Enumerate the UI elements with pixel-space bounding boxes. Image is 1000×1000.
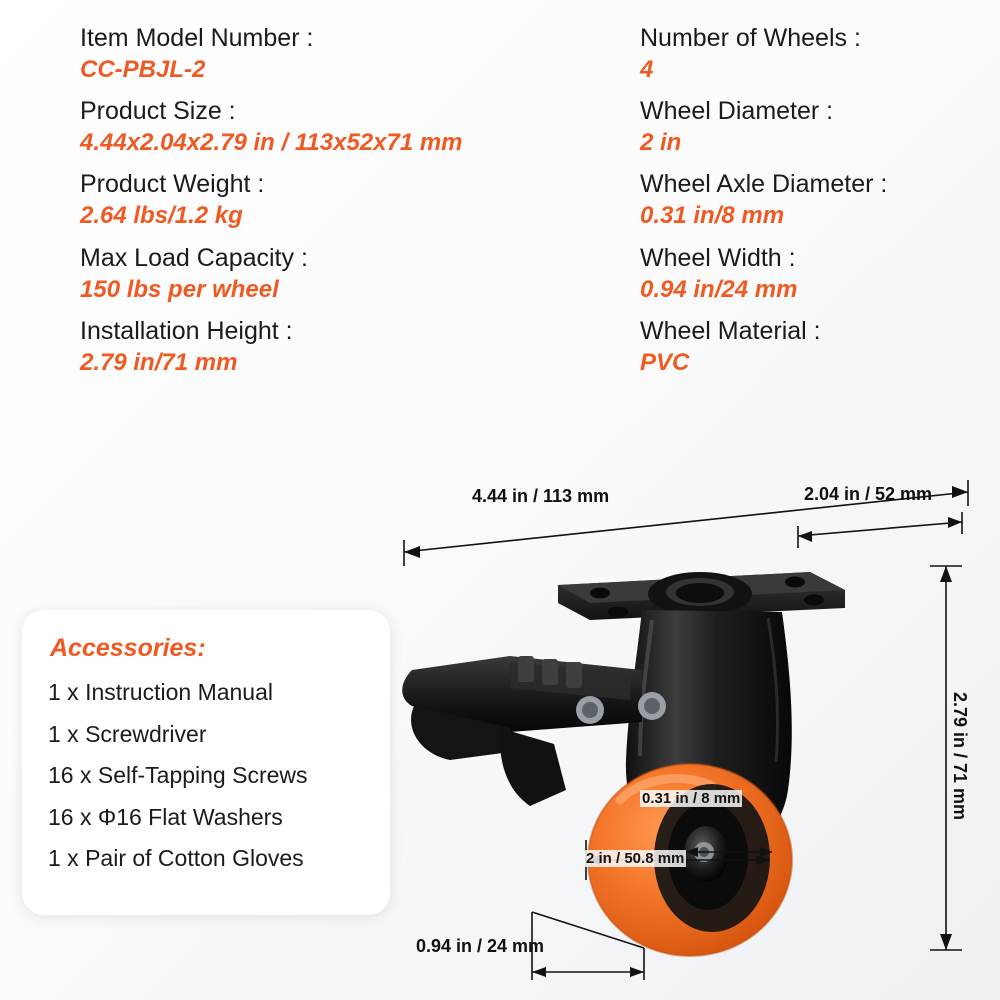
spec-value: 2.64 lbs/1.2 kg	[80, 202, 243, 230]
spec-item-wheel-width	[640, 242, 970, 305]
spec-label: Product Weight :	[80, 170, 265, 199]
dimension-label-plate-width: 2.04 in / 52 mm	[804, 484, 933, 504]
spec-label: Number of Wheels :	[640, 24, 861, 52]
spec-item-wheel-axle-diameter	[640, 168, 970, 231]
spec-item-installation-height	[80, 315, 640, 378]
accessory-item: 1 x Instruction Manual	[48, 679, 274, 705]
spec-value: PVC	[640, 348, 690, 376]
spec-value: 2.79 in/71 mm	[80, 348, 238, 376]
spec-label: Product Size :	[80, 97, 236, 126]
spec-value: 0.94 in/24 mm	[640, 275, 798, 303]
spec-item-product-weight	[80, 168, 640, 231]
spec-label: Installation Height :	[80, 316, 293, 345]
specifications-table	[80, 22, 970, 388]
spec-value: 4	[640, 56, 654, 83]
spec-item-product-size	[80, 95, 640, 158]
spec-label: Wheel Diameter :	[640, 97, 834, 126]
accessories-card	[22, 610, 390, 915]
spec-item-wheel-diameter	[640, 95, 970, 158]
spec-column-right	[640, 22, 970, 388]
accessories-title: Accessories:	[50, 634, 206, 662]
spec-label: Wheel Material :	[640, 316, 821, 345]
spec-item-model-number	[80, 22, 640, 85]
brake-pedal-shape	[402, 656, 666, 806]
caster-wheel-drawing	[390, 460, 1000, 1000]
spec-label: Max Load Capacity :	[80, 243, 308, 272]
dimension-label-wheel-width: 0.94 in / 24 mm	[416, 936, 545, 956]
accessory-item: 16 x Self-Tapping Screws	[48, 762, 308, 789]
spec-label: Item Model Number :	[80, 24, 314, 52]
accessory-item: 1 x Pair of Cotton Gloves	[48, 845, 304, 872]
dimension-label-axle-diameter: 0.31 in / 8 mm	[642, 790, 741, 807]
spec-value: 150 lbs per wheel	[80, 275, 279, 303]
spec-item-max-load-capacity	[80, 242, 640, 305]
dimension-label-total-height: 2.79 in / 71 mm	[950, 692, 970, 821]
spec-value: 2 in	[640, 129, 682, 157]
spec-item-wheel-material	[640, 315, 970, 378]
dimension-label-plate-length: 4.44 in / 113 mm	[472, 486, 610, 506]
spec-label: Wheel Width :	[640, 243, 796, 272]
dimension-label-wheel-diameter: 2 in / 50.8 mm	[586, 850, 685, 867]
product-illustration	[390, 460, 1000, 1000]
dimension-line-plate-width	[798, 512, 962, 548]
spec-value: 4.44x2.04x2.79 in / 113x52x71 mm	[80, 129, 463, 157]
spec-value: 0.31 in/8 mm	[640, 202, 785, 230]
accessory-item: 1 x Screwdriver	[48, 720, 207, 747]
accessory-item: 16 x Φ16 Flat Washers	[48, 803, 283, 830]
spec-value: CC-PBJL-2	[80, 56, 206, 83]
spec-column-left	[80, 22, 640, 388]
spec-item-number-of-wheels	[640, 22, 970, 85]
spec-label: Wheel Axle Diameter :	[640, 170, 888, 199]
